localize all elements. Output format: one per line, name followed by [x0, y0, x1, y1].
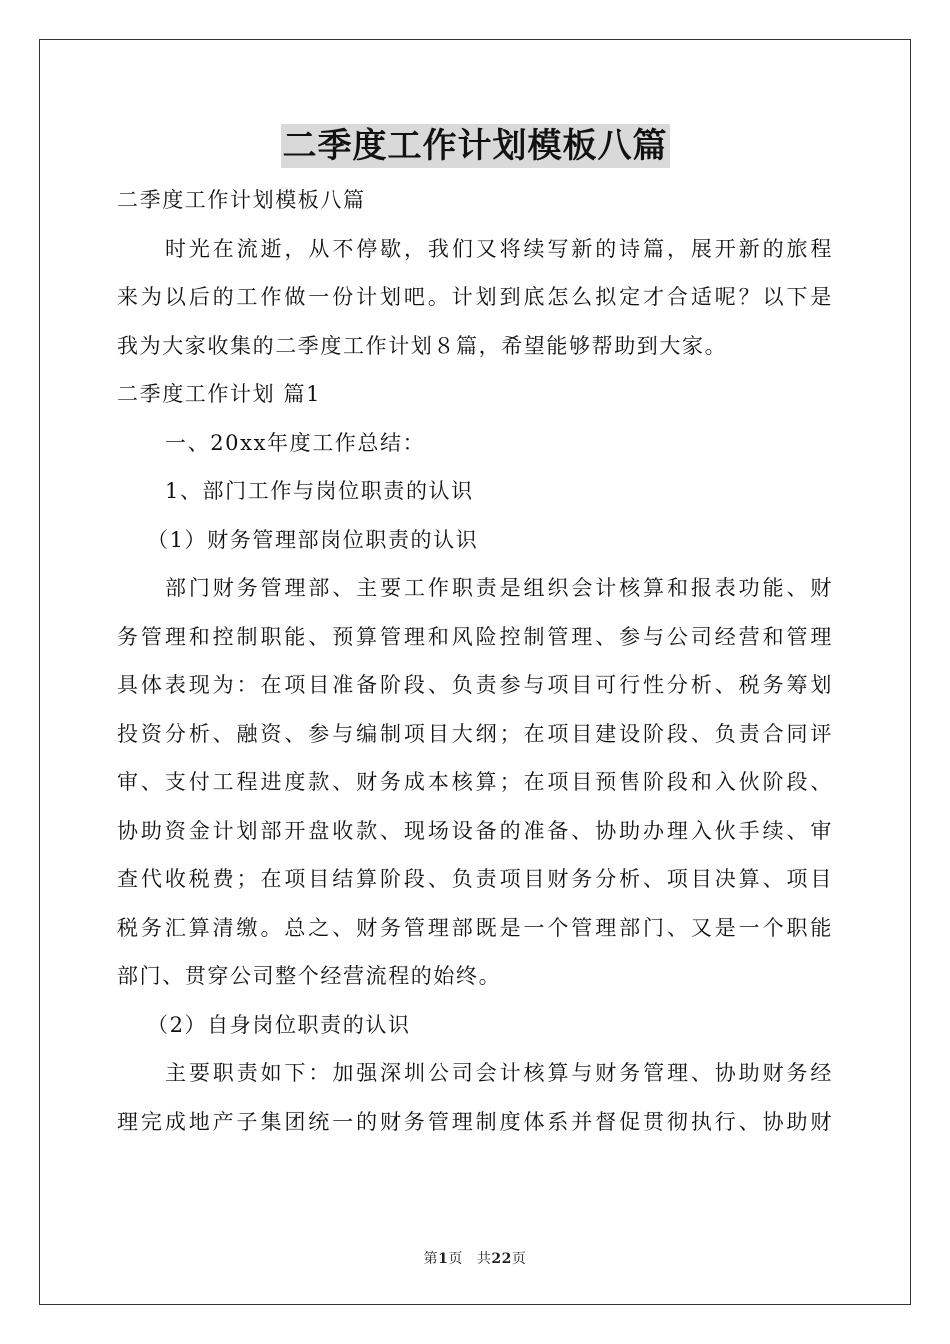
body-line: 理完成地产子集团统一的财务管理制度体系并督促贯彻执行、协助财 [117, 1109, 833, 1134]
body-line: 部门财务管理部、主要工作职责是组织会计核算和报表功能、财 [165, 576, 833, 600]
body-line: 协助资金计划部开盘收款、现场设备的准备、协助办理入伙手续、审 [117, 818, 833, 843]
page-footer [0, 1248, 950, 1268]
section-heading: 二季度工作计划 篇1 [117, 382, 322, 406]
heading-level-3: （1）财务管理部岗位职责的认识 [147, 527, 479, 552]
document-title: 二季度工作计划模板八篇 [282, 126, 668, 166]
page-prefix: 第 [423, 1251, 439, 1267]
body-line: 具体表现为：在项目准备阶段、负责参与项目可行性分析、税务筹划 [117, 673, 833, 697]
body-line: 税务汇算清缴。总之、财务管理部既是一个管理部门、又是一个职能 [117, 915, 833, 940]
subtitle-line: 二季度工作计划模板八篇 [117, 188, 366, 212]
document-body [117, 176, 833, 1146]
intro-line-1: 时光在流逝，从不停歇，我们又将续写新的诗篇，展开新的旅程 [165, 236, 833, 261]
intro-line-3: 我为大家收集的二季度工作计划８篇，希望能够帮助到大家。 [117, 333, 728, 358]
intro-line-2: 来为以后的工作做一份计划吧。计划到底怎么拟定才合适呢？以下是 [117, 285, 833, 309]
total-page-count: 22 [491, 1251, 512, 1267]
body-line: 投资分析、融资、参与编制项目大纲；在项目建设阶段、负责合同评 [117, 721, 833, 746]
body-line: 查代收税费；在项目结算阶段、负责项目财务分析、项目决算、项目 [117, 867, 833, 891]
total-suffix: 页 [511, 1251, 527, 1267]
body-line: 审、支付工程进度款、财务成本核算；在项目预售阶段和入伙阶段、 [117, 770, 833, 794]
body-line: 务管理和控制职能、预算管理和风险控制管理、参与公司经营和管理 [117, 624, 833, 649]
body-line: 主要职责如下：加强深圳公司会计核算与财务管理、协助财务经 [165, 1061, 833, 1085]
title-container [0, 124, 950, 168]
heading-level-3: （2）自身岗位职责的认识 [147, 1012, 411, 1037]
total-prefix: 共 [476, 1251, 492, 1267]
page-suffix: 页 [448, 1251, 463, 1267]
body-line: 部门、贯穿公司整个经营流程的始终。 [117, 964, 502, 988]
heading-level-2: 1、部门工作与岗位职责的认识 [165, 479, 474, 503]
heading-level-1: 一、20xx年度工作总结： [165, 430, 426, 455]
current-page-number: 1 [438, 1251, 449, 1267]
